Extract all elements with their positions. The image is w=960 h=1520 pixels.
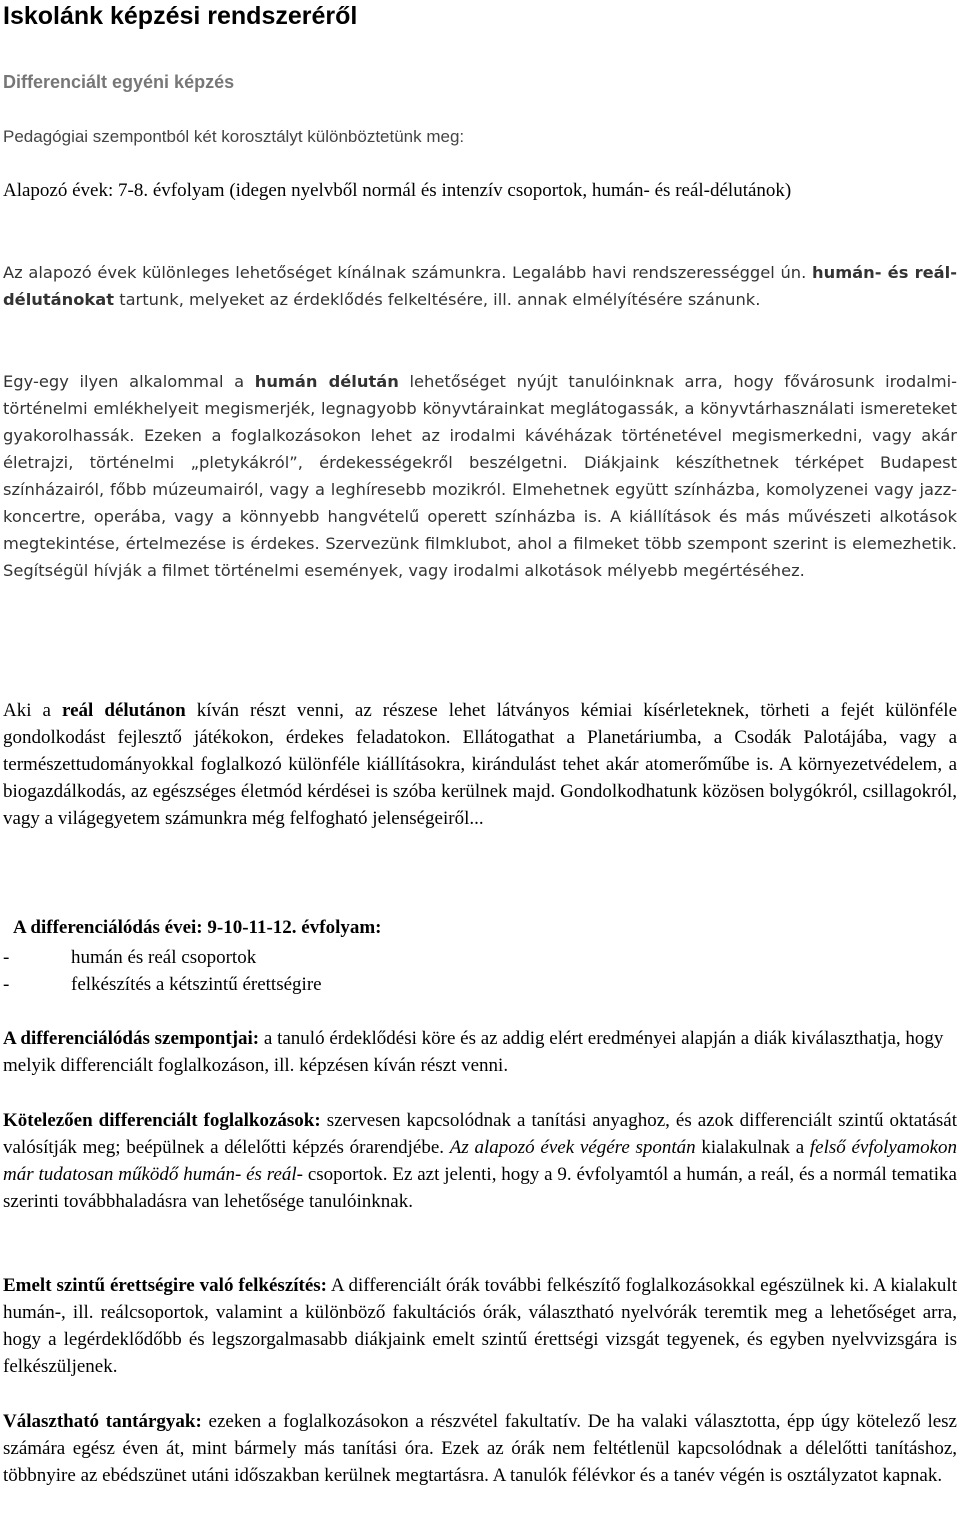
kotelezo-bold: Kötelezően differenciált foglalkozások: [3,1110,321,1131]
emelt-paragraph [3,1272,957,1380]
kotelezo-plain-1: kialakulnak a [695,1137,810,1159]
szempontjai-paragraph [3,1025,957,1079]
kotelezo-italic-2: felső évfolyamokon már tudatosan működő humán- és reál- [3,1137,958,1186]
alapozo-rest: (idegen nyelvből normál és intenzív csoportok, humán- és reál-délutánok) [224,180,792,201]
list-item-text: felkészítés a kétszintű érettségire [71,974,322,995]
kotelezo-text: szervesen kapcsolódnak a tanítási anyaghoz, és azok differenciált szintű oktatását valósítják meg; beépülnek a délelőtti képzés órarendjébe. [3,1110,957,1159]
human-paragraph [3,368,957,584]
emelt-bold: Emelt szintű érettségire való felkészítés: [3,1275,328,1296]
diff-section [3,914,957,998]
human-text-1: Egy-egy ilyen alkalommal a [3,372,255,391]
human-bold: humán délután [254,372,399,391]
kotelezo-plain-2: csoportok. Ez azt jelenti, hogy a 9. évfolyamtól a humán, a reál, és a normál tematika szerinti továbbhaladásra van lehetősége tanulóinknak. [3,1164,957,1213]
real-text-1: Aki a [3,700,63,721]
szempontjai-bold: A differenciálódás szempontjai: [3,1028,260,1049]
real-text-2: kíván részt venni, az részese lehet látványos kémiai kísérleteknek, törheti a fejét különféle gondolkodást fejlesztő játékokon, érdekes feladatokon. Ellátogathat a Planetáriumba, a Csodák Palotájába, vagy a természettudományokkal foglalkozó különféle kiállításokra, kirándulást tehet akár atomerőműbe is. A környezetvédelem, a biogazdálkodás, az egészséges életmód kérdései is szóba kerülnek majd. Gondolkodhatunk közösen bolygókról, csillagokról, vagy a világegyetem számunkra még felfogható jelenségeiről... [3,700,958,830]
alapozo-paragraph [3,177,957,204]
emelt-text: A differenciált órák további felkészítő foglalkozásokkal egészülnek ki. A kialakult humán-, ill. reálcsoportok, valamint a különböző fakultációs órák, választható nyelvórák teremtik meg a lehetőséget arra, hogy a legérdeklődőbb és legszorgalmasabb diákjaink emelt szintű érettségi vizsgát tegyenek, és egyben nyelvvizsgára is felkészüljenek. [3,1275,957,1378]
kulonleges-paragraph [3,259,957,313]
valaszthato-bold: Választható tantárgyak: [3,1411,202,1432]
kotelezo-italic-1: Az alapozó évek végére spontán [449,1137,696,1159]
section-subtitle: Differenciált egyéni képzés [3,72,235,92]
valaszthato-paragraph [3,1408,957,1489]
kotelezo-paragraph [3,1107,957,1215]
szempontjai-text: a tanuló érdeklődési köre és az addig elért eredményei alapján a diák kiválaszthatja, hogy melyik differenciált foglalkozáson, ill. képzésen kíván részt venni. [3,1028,944,1077]
kulonleges-text-2: tartunk, melyeket az érdeklődés felkeltésére, ill. annak elmélyítésére szánunk. [114,290,761,309]
real-paragraph [3,697,957,832]
kulonleges-bold: humán- és reál- délutánokat [3,263,958,309]
list-item: - humán és reál csoportok [3,947,257,968]
list-item-text: humán és reál csoportok [71,947,257,968]
diff-heading: A differenciálódás évei: 9-10-11-12. évfolyam: [13,917,382,938]
intro-paragraph: Pedagógiai szempontból két korosztályt különböztetünk meg: [3,127,465,146]
human-text-2: lehetőséget nyújt tanulóinknak arra, hogy fővárosunk irodalmi-történelmi emlékhelyeit megismerjék, legnagyobb könyvtárainkat meglátogassák, a könyvtárhasználati ismereteket gyakorolhassák. Ezeken a foglalkozásokon lehet az irodalmi kávéházak történetével megismerkedni, vagy akár életrajzi, történelmi „pletykákról”, érdekességekről beszélgetni. Diákjaink készíthetnek térképet Budapest színházairól, főbb múzeumairól, vagy a leghíresebb mozikról. Elmehetnek együtt színházba, komolyzenei vagy jazz-koncertre, operába, vagy a könnyebb hangvételű operett színházba is. A kiállítások és más művészeti alkotások megtekintése, értelmezése is érdekes. Szervezünk filmklubot, ahol a filmeket több szempont szerint is elemezhetik. Segítségül hívják a filmet történelmi események, vagy irodalmi alkotások mélyebb megértéséhez. [3,372,957,580]
alapozo-lead: Alapozó évek: 7-8. évfolyam [3,180,225,201]
page-title: Iskolánk képzési rendszeréről [3,2,358,30]
list-item: - felkészítés a kétszintű érettségire [3,974,322,995]
real-bold: reál délutánon [62,700,186,721]
kulonleges-text-1: Az alapozó évek különleges lehetőséget kínálnak számunkra. Legalább havi rendszerességgel ún. [3,263,813,282]
valaszthato-text: ezeken a foglalkozásokon a részvétel fakultatív. De ha valaki választotta, épp úgy kötelező lesz számára egész éven át, mint bármely más tanítási óra. Ezek az órák nem feltétlenül kapcsolódnak a délelőtti tanításhoz, többnyire az ebédszünet utáni időszakban kerülnek megtartásra. A tanulók félévkor és a tanév végén is osztályzatot kapnak. [3,1411,957,1487]
